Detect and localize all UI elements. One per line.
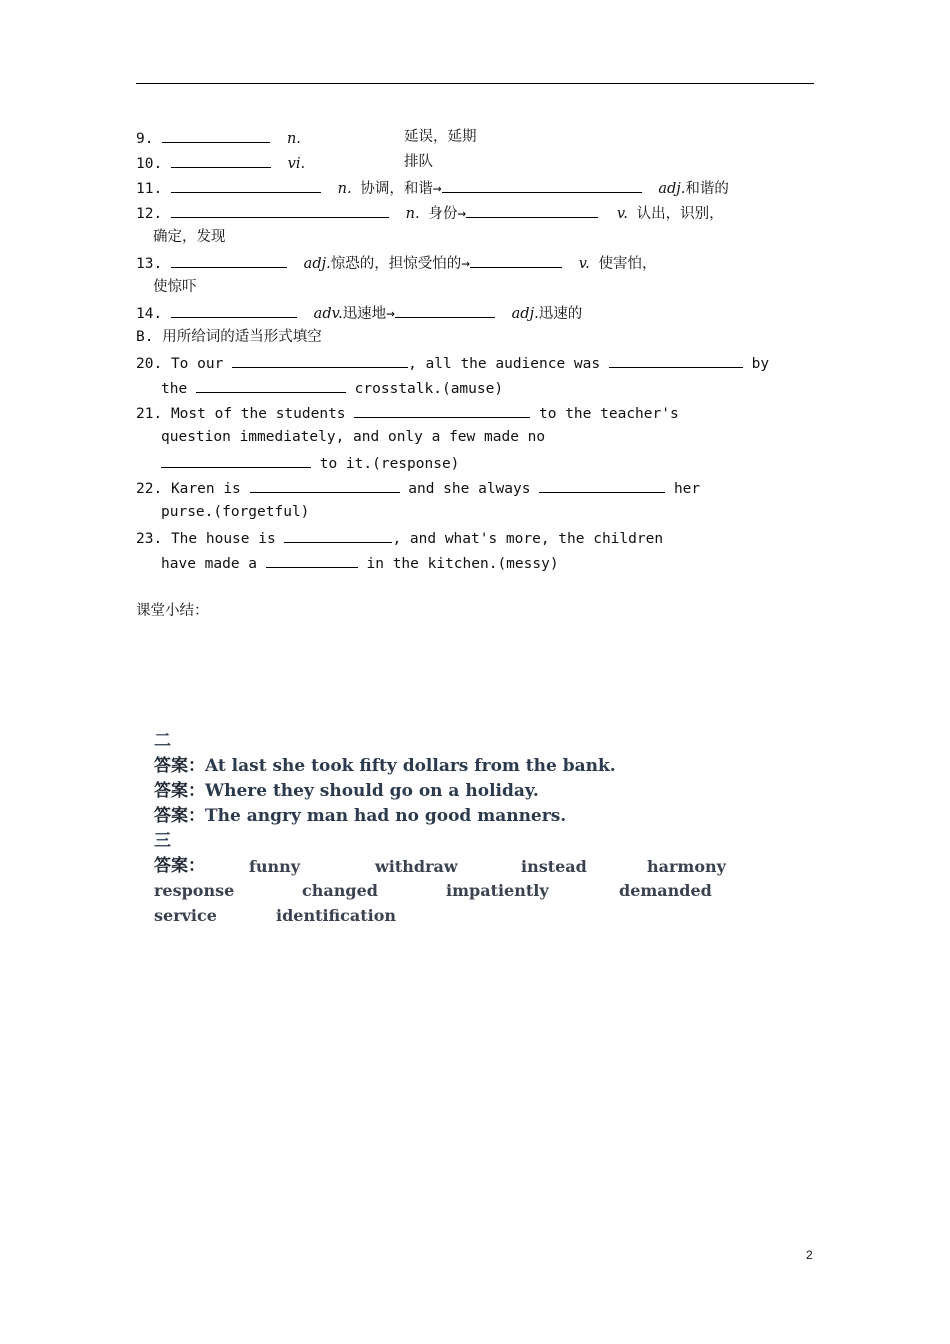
- answer-blank[interactable]: [250, 478, 400, 493]
- answer-word: instead: [521, 857, 587, 876]
- header-rule: [136, 83, 814, 84]
- answer-blank[interactable]: [284, 528, 392, 543]
- question-20-cont: the crosstalk.(amuse): [161, 378, 503, 398]
- vocab-row-13-cont: 使惊吓: [153, 279, 197, 295]
- answer-blank[interactable]: [609, 353, 743, 368]
- answer-blank[interactable]: [161, 453, 311, 468]
- answer-blank[interactable]: [266, 553, 358, 568]
- answer-word: response: [154, 881, 235, 900]
- answer-word: demanded: [619, 881, 712, 900]
- answer-blank[interactable]: [539, 478, 665, 493]
- question-20: 20. To our , all the audience was by: [136, 353, 769, 373]
- answer-word: harmony: [647, 857, 726, 876]
- answers-section-2: 二: [154, 731, 171, 751]
- answer-blank[interactable]: [470, 253, 562, 268]
- answer-word: identification: [276, 906, 397, 925]
- answer-word: funny: [249, 857, 301, 876]
- question-21-cont2: to it.(response): [161, 453, 459, 473]
- answer-blank[interactable]: [171, 303, 297, 318]
- section-b-heading: B. 用所给词的适当形式填空: [136, 329, 322, 345]
- question-22: 22. Karen is and she always her: [136, 478, 700, 498]
- answers-section-3: 三: [154, 831, 171, 851]
- vocab-row-10: 10. vi. 排队: [136, 154, 433, 172]
- answer-blank[interactable]: [171, 253, 287, 268]
- answer-word: withdraw: [375, 857, 458, 876]
- vocab-row-12: 12. n. 身份→ v. 认出，识别，: [136, 203, 724, 223]
- answer-line-2: 答案：Where they should go on a holiday.: [154, 781, 539, 801]
- answer-line-3: 答案：The angry man had no good manners.: [154, 806, 567, 826]
- answer-blank[interactable]: [171, 178, 321, 193]
- page-number: 2: [806, 1248, 813, 1262]
- question-21-cont: question immediately, and only a few made no: [161, 429, 546, 445]
- answer-line-4-label: 答案：: [154, 856, 205, 876]
- answer-blank[interactable]: [171, 203, 389, 218]
- answer-blank[interactable]: [466, 203, 598, 218]
- vocab-row-13: 13. adj.惊恐的，担惊受怕的→ v. 使害怕，: [136, 253, 657, 273]
- answer-blank[interactable]: [196, 378, 346, 393]
- question-21: 21. Most of the students to the teacher's: [136, 403, 679, 423]
- answer-line-1: 答案：At last she took fifty dollars from the bank.: [154, 756, 616, 776]
- vocab-row-14: 14. adv.迅速地→ adj.迅速的: [136, 303, 582, 323]
- vocab-row-11: 11. n. 协调，和谐→ adj.和谐的: [136, 178, 729, 198]
- answer-blank[interactable]: [395, 303, 495, 318]
- summary-label: 课堂小结：: [136, 603, 209, 619]
- question-23: 23. The house is , and what's more, the children: [136, 528, 663, 548]
- vocab-row-9: 9. n. 延误，延期: [136, 129, 477, 147]
- answer-word: service: [154, 906, 217, 925]
- answer-blank[interactable]: [171, 153, 271, 168]
- answer-blank[interactable]: [354, 403, 530, 418]
- answer-word: impatiently: [446, 881, 549, 900]
- question-22-cont: purse.(forgetful): [161, 504, 310, 520]
- answer-blank[interactable]: [232, 353, 408, 368]
- answer-blank[interactable]: [162, 128, 270, 143]
- question-23-cont: have made a in the kitchen.(messy): [161, 553, 559, 573]
- vocab-row-12-cont: 确定，发现: [153, 229, 226, 245]
- answer-blank[interactable]: [442, 178, 642, 193]
- answer-word: changed: [302, 881, 378, 900]
